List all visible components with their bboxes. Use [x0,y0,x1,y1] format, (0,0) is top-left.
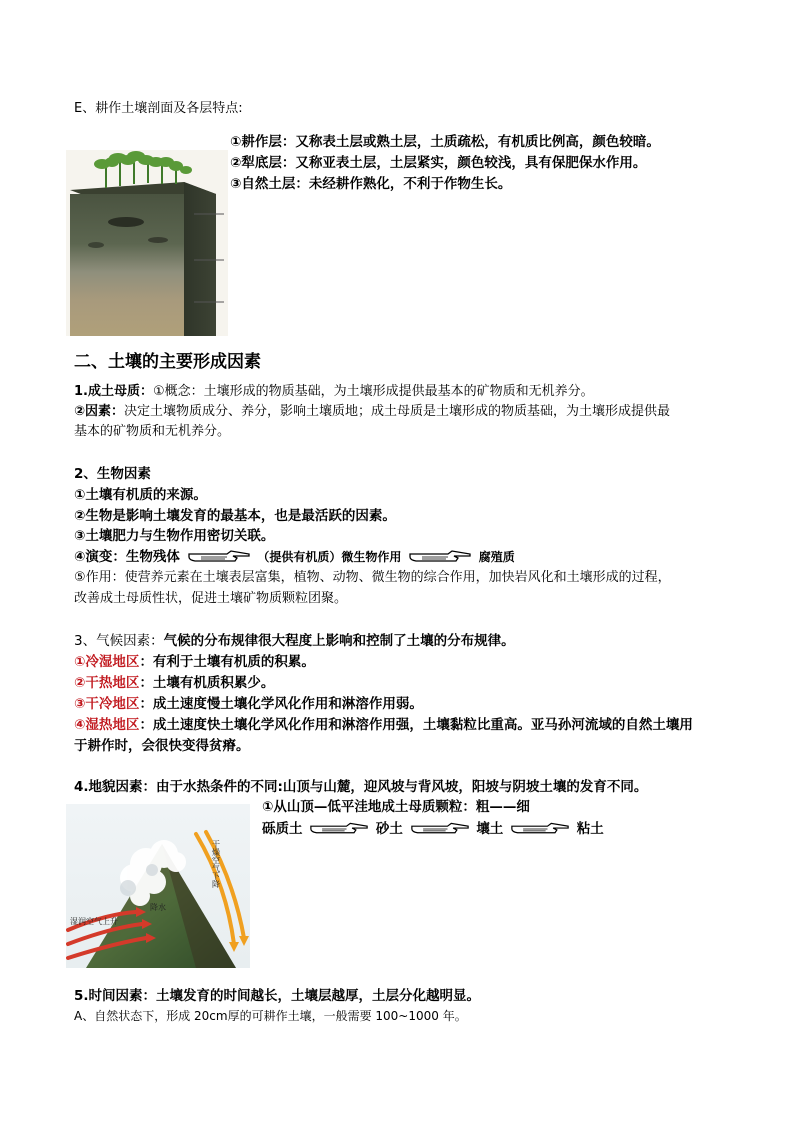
img-label-precip: 降水 [150,903,166,912]
pointing-hand-icon [410,822,470,836]
soil-loam: 壤土 [476,821,504,837]
pointing-hand-icon [187,550,251,564]
time-title-label: 5.时间因素： [74,988,157,1004]
terrain-title [74,777,647,797]
climate-region-3: ③干冷地区 [74,696,140,712]
climate-item-3 [74,694,423,714]
climate-item-4-cont: 于耕作时，会很快变得贫瘠。 [74,738,250,754]
plowpan-layer-text: ②犁底层：又称亚表土层，土层紧实，颜色较浅，具有保肥保水作用。 [230,155,647,171]
parent-material-label: 1.成土母质： [74,384,153,399]
terrain-soil-sequence [262,819,604,839]
img-label-dry-air: 干燥空气下降 [211,840,221,888]
bio-item-2: ②生物是影响土壤发育的最基本，也是最活跃的因素。 [74,508,396,524]
soil-profile-image [66,150,228,336]
natural-layer-text: ③自然土层：未经耕作熟化，不利于作物生长。 [230,176,512,192]
climate-region-1: ①冷湿地区 [74,654,140,670]
climate-text-4: ：成土速度快土壤化学风化作用和淋溶作用强，土壤黏粒比重高。亚马孙河流域的自然土壤用 [139,717,693,733]
section-e-title: E、耕作土壤剖面及各层特点: [74,101,243,116]
climate-text-2: ：土壤有机质积累少。 [139,675,275,691]
bio-item-1: ①土壤有机质的来源。 [74,487,207,503]
climate-region-2: ②干热地区 [74,675,140,691]
bio-evolution-line [74,547,515,567]
climate-title [74,631,515,651]
soil-clay: 粘土 [576,821,604,837]
parent-factor-text: 决定土壤物质成分、养分，影响土壤质地；成土母质是土壤形成的物质基础，为土壤形成提供最 [124,404,671,419]
climate-item-1 [74,652,315,672]
plow-layer-text: ①耕作层：又称表土层或熟土层，土质疏松，有机质比例高，颜色较暗。 [230,134,660,150]
climate-item-4 [74,715,693,735]
bio-item-3: ③土壤肥力与生物作用密切关联。 [74,528,275,544]
soil-gravel: 砾质土 [262,821,303,837]
terrain-title-label: 4.地貌因素： [74,779,157,795]
bio-effect-line1: ⑤作用：使营养元素在土壤表层富集，植物、动物、微生物的综合作用，加快岩风化和土壤形成的过程， [74,570,671,585]
bio-evo-label: ④演变：生物残体 [74,549,180,565]
climate-region-4: ④湿热地区 [74,717,140,733]
climate-title-text: 气候的分布规律很大程度上影响和控制了土壤的分布规律。 [163,633,515,649]
pointing-hand-icon [510,822,570,836]
time-note: A、自然状态下，形成 20cm厚的可耕作土壤，一般需要 100~1000 年。 [74,1009,467,1023]
pointing-hand-icon [408,550,472,564]
climate-text-3: ：成土速度慢土壤化学风化作用和淋溶作用弱。 [139,696,423,712]
parent-material-line1 [74,382,594,402]
climate-title-label: 3、气候因素： [74,633,164,649]
parent-material-line3: 基本的矿物质和无机养分。 [74,424,231,439]
climate-text-1: ：有利于土壤有机质的积累。 [139,654,315,670]
bio-effect-line2: 改善成土母质性状，促进土壤矿物质颗粒团聚。 [74,591,348,606]
bio-evo-end: 腐殖质 [478,550,515,564]
time-title [74,986,480,1006]
parent-factor-label: ②因素： [74,404,125,419]
bio-evo-middle: （提供有机质）微生物作用 [257,550,402,564]
terrain-title-text: 由于水热条件的不同:山顶与山麓，迎风坡与背风坡，阳坡与阴坡土壤的发育不同。 [156,779,648,795]
img-label-moist-air: 湿润空气上升 [70,917,118,926]
pointing-hand-icon [309,822,369,836]
parent-material-concept: ①概念：土壤形成的物质基础，为土壤形成提供最基本的矿物质和无机养分。 [152,384,594,399]
section-heading: 二、土壤的主要形成因素 [74,352,261,372]
parent-material-line2 [74,402,670,422]
mountain-rain-shadow-image [66,804,250,968]
terrain-point: ①从山顶—低平洼地成土母质颗粒：粗——细 [262,799,530,815]
bio-title: 2、生物因素 [74,466,151,482]
soil-sand: 砂土 [375,821,403,837]
climate-item-2 [74,673,274,693]
time-title-text: 土壤发育的时间越长，土壤层越厚，土层分化越明显。 [156,988,481,1004]
